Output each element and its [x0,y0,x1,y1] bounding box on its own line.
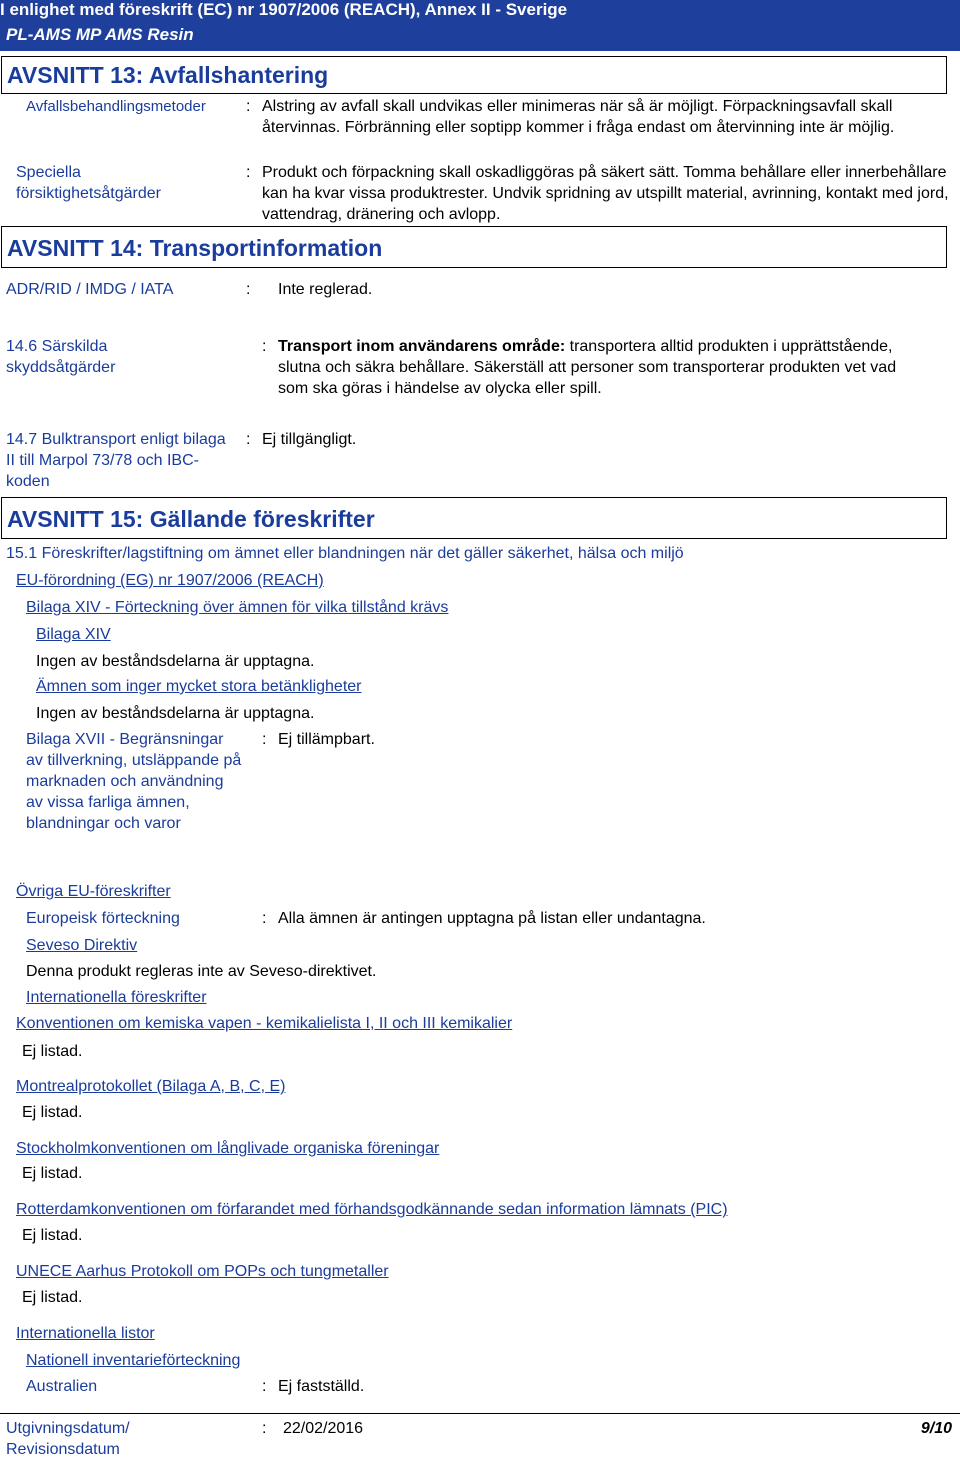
other-eu-link[interactable]: Övriga EU-föreskrifter [16,883,171,900]
section-14-title: AVSNITT 14: Transportinformation [7,235,383,261]
special-measures-text: transportera alltid produkten i upprättstående, slutna och säkra behållare. Säkerställ att personer som transporterar produkten vet vad som ska göras i händelse av olycka eller spill. [278,338,897,397]
colon: : [246,164,251,181]
regulation-title: I enlighet med föreskrift (EC) nr 1907/2006 (REACH), Annex II - Sverige [0,0,568,19]
convention-value: Ej listad. [22,1227,83,1244]
section-13-heading [1,56,947,94]
section-14-heading [1,226,947,268]
seveso-link[interactable]: Seveso Direktiv [26,937,138,954]
colon: : [262,338,267,355]
convention-name[interactable]: Stockholmkonventionen om långlivade organiska föreningar [16,1140,440,1157]
colon: : [246,98,251,115]
bulk-transport-label: 14.7 Bulktransport enligt bilaga II till Marpol 73/78 och IBC-koden [6,431,226,490]
intl-lists-link[interactable]: Internationella listor [16,1325,155,1342]
adr-value: Inte reglerad. [278,281,373,298]
document-header [0,0,960,51]
waste-methods-label: Avfallsbehandlingsmetoder [26,98,206,115]
svhc-link[interactable]: Ämnen som inger mycket stora betänkligheter [36,678,362,695]
section-15-heading [1,497,947,539]
section-13-title: AVSNITT 13: Avfallshantering [7,62,329,88]
australia-label: Australien [26,1378,98,1395]
annex-xiv-link[interactable]: Bilaga XIV [36,626,111,643]
eu-reach-link[interactable]: EU-förordning (EG) nr 1907/2006 (REACH) [16,572,324,589]
special-precautions-label: Speciella försiktighetsåtgärder [16,164,161,202]
colon: : [246,431,251,448]
convention-value: Ej listad. [22,1043,83,1060]
colon: : [262,1378,267,1395]
page-number: 9/10 [920,1420,952,1437]
seveso-value: Denna produkt regleras inte av Seveso-direktivet. [26,963,377,980]
annex-xvii-label: Bilaga XVII - Begränsningar av tillverkning, utsläppande på marknaden och användning av vissa farliga ämnen, blandningar och varor [26,731,242,832]
annex-xiv-value: Ingen av beståndsdelarna är upptagna. [36,653,315,670]
convention-value: Ej listad. [22,1289,83,1306]
section-15-title: AVSNITT 15: Gällande föreskrifter [7,506,375,532]
colon: : [262,910,267,927]
convention-name[interactable]: Montrealprotokollet (Bilaga A, B, C, E) [16,1078,286,1095]
special-measures-label: 14.6 Särskilda skyddsåtgärder [6,338,116,376]
subsection-15-1: 15.1 Föreskrifter/lagstiftning om ämnet eller blandningen när det gäller säkerhet, hälsa och miljö [6,545,684,562]
special-measures-bold: Transport inom användarens område: [278,338,566,355]
bulk-transport-value: Ej tillgängligt. [262,431,357,448]
eu-inventory-label: Europeisk förteckning [26,910,180,927]
issue-date-value: 22/02/2016 [283,1420,364,1437]
colon: : [262,731,267,748]
svhc-value: Ingen av beståndsdelarna är upptagna. [36,705,315,722]
eu-inventory-value: Alla ämnen är antingen upptagna på listan eller undantagna. [278,910,706,927]
special-precautions-value: Produkt och förpackning skall oskadliggöras på säkert sätt. Tomma behållare eller innerbehållare kan ha kvar vissa produktrester. Undvik spridning av utspillt material, avrinning, kontakt med jord, vattendrag, dränering och avlopp. [262,164,949,223]
waste-methods-value: Alstring av avfall skall undvikas eller minimeras när så är möjligt. Förpackningsavfall skall återvinnas. Förbränning eller soptipp kommer i fråga endast om återvinning inte är möjlig. [262,98,895,136]
issue-date-label: Utgivningsdatum/ Revisionsdatum [6,1420,130,1458]
colon: : [246,281,251,298]
convention-value: Ej listad. [22,1104,83,1121]
annex-xvii-value: Ej tillämpbart. [278,731,375,748]
adr-label: ADR/RID / IMDG / IATA [6,281,174,298]
convention-value: Ej listad. [22,1165,83,1182]
page-footer [0,1413,960,1467]
product-name: PL-AMS MP AMS Resin [6,25,194,44]
convention-name[interactable]: Rotterdamkonventionen om förfarandet med förhandsgodkännande sedan information lämnats (PIC) [16,1201,728,1218]
national-inventory-link[interactable]: Nationell inventarieförteckning [26,1352,241,1369]
intl-regulations-link[interactable]: Internationella föreskrifter [26,989,207,1006]
colon: : [262,1420,267,1437]
australia-value: Ej fastställd. [278,1378,365,1395]
annex-xiv-heading[interactable]: Bilaga XIV - Förteckning över ämnen för vilka tillstånd krävs [26,599,449,616]
convention-name[interactable]: Konventionen om kemiska vapen - kemikalielista I, II och III kemikalier [16,1015,513,1032]
convention-name[interactable]: UNECE Aarhus Protokoll om POPs och tungmetaller [16,1263,389,1280]
special-measures-value [278,336,918,399]
